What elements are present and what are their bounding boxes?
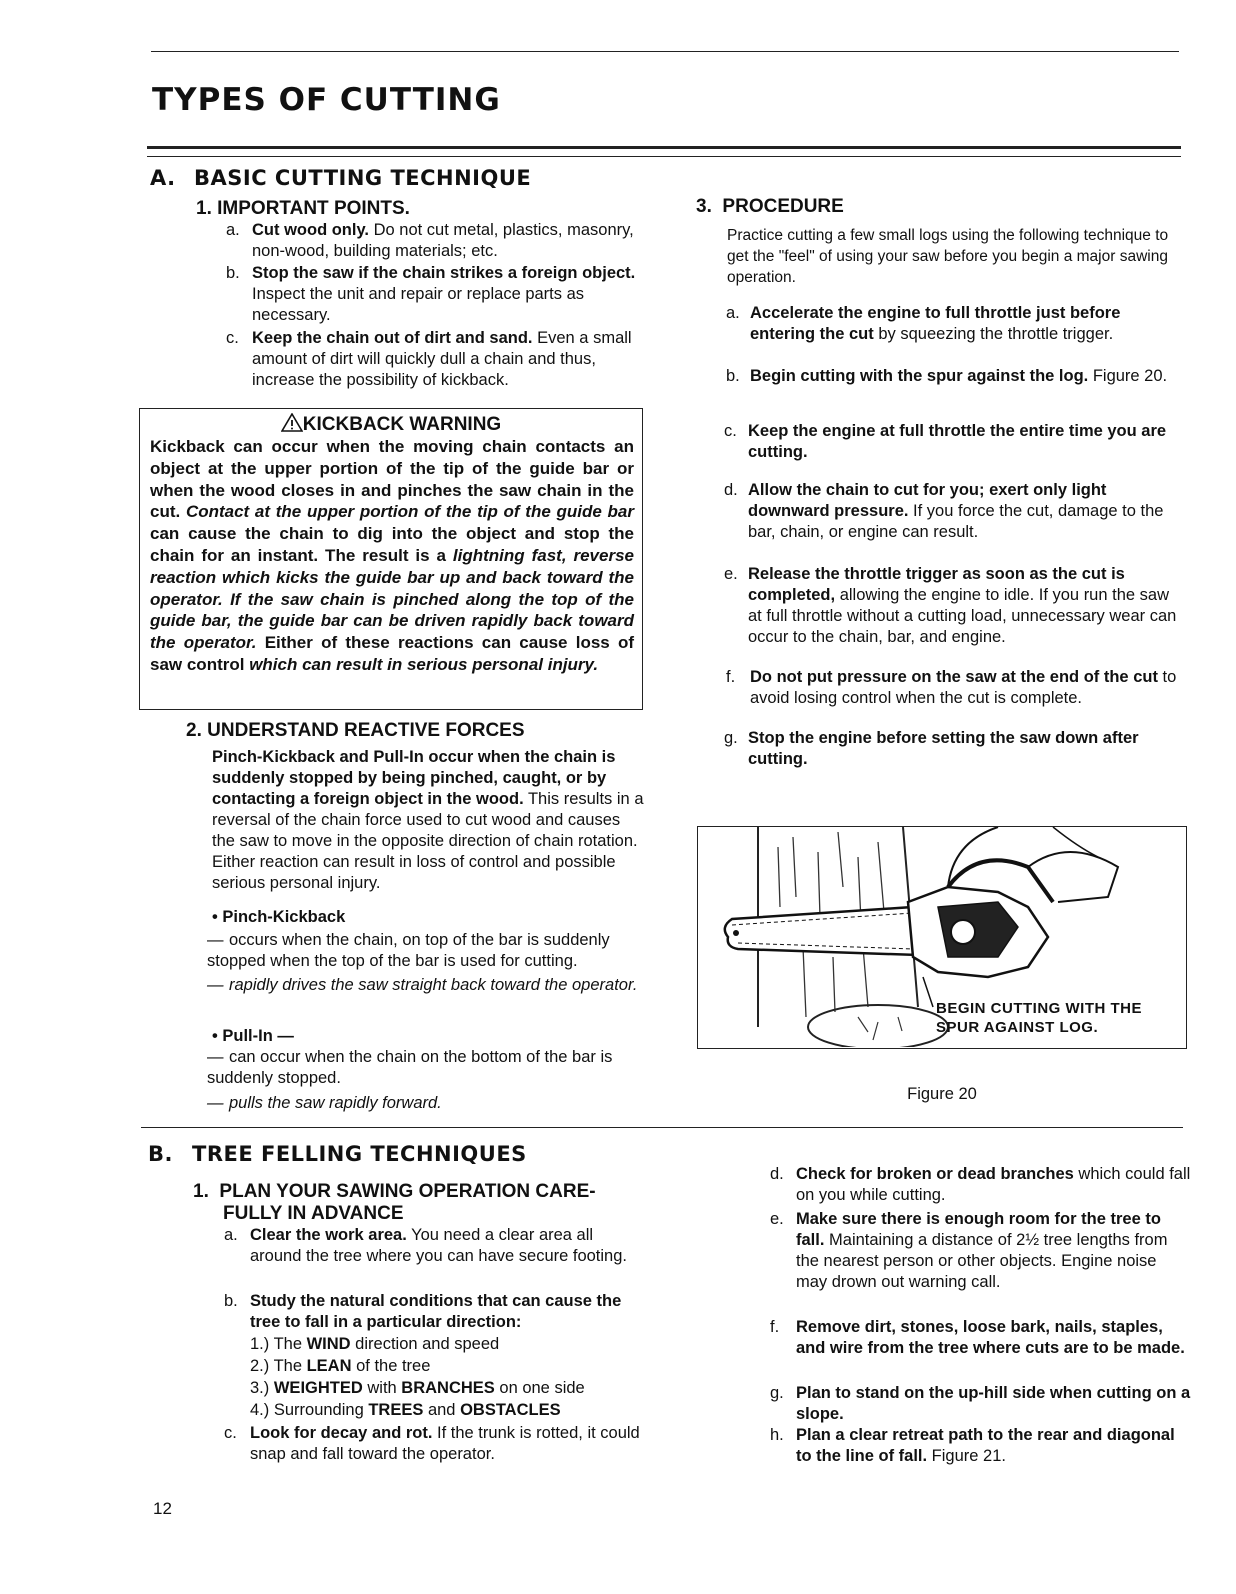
plan-item-a: [224, 1225, 646, 1267]
item-label: f.: [770, 1318, 780, 1336]
warning-text-2: Contact at the upper portion of the tip of the guide bar: [185, 502, 634, 522]
important-item-a: [226, 220, 646, 262]
sub-text: The: [273, 1335, 307, 1353]
important-points-num: 1.: [196, 198, 212, 219]
sub-bold: LEAN: [306, 1357, 352, 1375]
sub-text: with: [362, 1379, 402, 1397]
item-bold: Make sure there is enough room for the tree to fall.: [796, 1210, 1161, 1249]
plan-title-line1: PLAN YOUR SAWING OPERATION CARE-: [219, 1181, 596, 1202]
plan-num: 1.: [193, 1181, 209, 1202]
item-label: a.: [226, 221, 240, 239]
important-item-b: [226, 263, 646, 326]
item-bold: Allow the chain to cut for you; exert only light downward pressure.: [748, 481, 1107, 520]
plan-sawing-heading: [193, 1181, 596, 1225]
pinch-text-1: occurs when the chain, on top of the bar is suddenly stopped when the top of the bar is used for cutting.: [207, 931, 610, 970]
title-rule-thin: [147, 156, 1181, 157]
plan-sub-2: [250, 1356, 430, 1377]
item-label: b.: [726, 367, 740, 385]
reactive-forces-title: UNDERSTAND REACTIVE FORCES: [207, 720, 525, 741]
sub-num: 2.): [250, 1357, 270, 1375]
section-a-title: BASIC CUTTING TECHNIQUE: [194, 166, 532, 190]
important-item-c: [226, 328, 646, 391]
plan-sub-3: [250, 1378, 585, 1399]
procedure-intro-text: Practice cutting a few small logs using the following technique to get the "feel" of using your saw before you begin a major sawing operation.: [727, 227, 1169, 286]
sub-text: and: [423, 1401, 461, 1419]
pull-in-desc-1: — can occur when the chain on the bottom of the bar is suddenly stopped.: [207, 1048, 613, 1087]
procedure-title: PROCEDURE: [722, 196, 844, 217]
item-text: If the trunk is rotted, it could snap and fall toward the operator.: [250, 1424, 640, 1463]
pull-in-title: Pull-In —: [222, 1027, 294, 1045]
plan-sub-4: [250, 1400, 561, 1421]
reactive-forces-heading: [186, 720, 525, 742]
item-label: e.: [770, 1210, 784, 1228]
item-label: g.: [724, 729, 738, 747]
item-bold: Clear the work area.: [250, 1226, 407, 1244]
item-label: d.: [770, 1165, 784, 1183]
item-bold: Plan a clear retreat path to the rear and diagonal to the line of fall.: [796, 1426, 1175, 1465]
item-label: d.: [724, 481, 738, 499]
plan-item-c: [224, 1423, 646, 1465]
item-bold: Begin cutting with the spur against the log.: [750, 367, 1089, 385]
pull-in-desc-2: — pulls the saw rapidly forward.: [207, 1094, 442, 1112]
item-bold: Accelerate the engine to full throttle just before entering the cut: [750, 304, 1121, 343]
reactive-lead-bold: Pinch-Kickback and Pull-In occur when the chain is suddenly stopped by being pinched, caught, or by contacting a foreign object in the wood.: [212, 748, 616, 808]
sub-text: on one side: [494, 1379, 585, 1397]
item-label: c.: [226, 329, 239, 347]
item-text: allowing the engine to idle. If you run the saw at full throttle without a cutting load, unnecessary wear can occur to the chain, bar, and engine.: [748, 586, 1177, 646]
item-text: which could fall on you while cutting.: [796, 1165, 1191, 1204]
pinch-kickback-desc-1: — occurs when the chain, on top of the bar is suddenly stopped when the top of the bar is used for cutting.: [207, 931, 610, 970]
section-b-heading: [148, 1142, 527, 1166]
sub-num: 4.): [250, 1401, 270, 1419]
felling-item-d: [770, 1164, 1192, 1206]
procedure-item-c: [724, 421, 1184, 463]
item-label: g.: [770, 1384, 784, 1402]
item-label: c.: [724, 422, 737, 440]
procedure-item-d: [724, 480, 1184, 543]
sub-text: direction and speed: [350, 1335, 500, 1353]
item-bold: Stop the saw if the chain strikes a foreign object.: [252, 264, 636, 282]
sub-bold: WEIGHTED: [273, 1379, 363, 1397]
item-text: You need a clear area all around the tree where you can have secure footing.: [250, 1226, 627, 1265]
sub-bold: WIND: [306, 1335, 351, 1353]
pinch-kickback-heading: • Pinch-Kickback: [212, 908, 346, 926]
procedure-item-g: [724, 728, 1184, 770]
item-bold: Keep the engine at full throttle the entire time you are cutting.: [748, 422, 1167, 461]
sub-text: of the tree: [351, 1357, 431, 1375]
sub-bold: OBSTACLES: [460, 1401, 561, 1419]
sub-num: 1.): [250, 1335, 270, 1353]
warning-text-4: lightning fast, reverse reaction which kicks the guide bar up and back toward the operator. If the saw chain is pinched along the top of the guide bar, the guide bar can be driven rapidly back toward the operator.: [150, 545, 634, 653]
sub-text: The: [273, 1357, 307, 1375]
plan-sub-1: [250, 1334, 499, 1355]
sub-bold: TREES: [368, 1401, 424, 1419]
procedure-item-b: [726, 366, 1184, 387]
item-bold: Study the natural conditions that can cause the tree to fall in a particular direction:: [250, 1292, 622, 1331]
procedure-item-a: [726, 303, 1184, 345]
item-label: h.: [770, 1426, 784, 1444]
warning-text-1: Kickback can occur when the moving chain contacts an object at the upper portion of the tip of the guide bar or when the wood closes in and pinches the saw chain in the cut.: [150, 437, 634, 522]
item-bold: Do not put pressure on the saw at the end of the cut: [750, 668, 1158, 686]
warning-text-6: which can result in serious personal injury.: [249, 654, 599, 674]
item-text: to avoid losing control when the cut is complete.: [750, 668, 1177, 707]
pinch-kickback-title: Pinch-Kickback: [222, 908, 346, 926]
reactive-forces-num: 2.: [186, 720, 202, 741]
item-label: e.: [724, 565, 738, 583]
pull-text-1: can occur when the chain on the bottom of the bar is suddenly stopped.: [207, 1048, 613, 1087]
reactive-forces-lead: [212, 747, 646, 894]
kickback-warning-box: [139, 408, 643, 710]
item-label: b.: [226, 264, 240, 282]
item-label: a.: [726, 304, 740, 322]
section-a-letter: A.: [150, 166, 176, 190]
kickback-warning-text: [140, 436, 642, 676]
top-rule: [151, 51, 1179, 52]
item-bold: Stop the engine before setting the saw down after cutting.: [748, 729, 1139, 768]
warning-triangle-icon: [281, 413, 303, 432]
figure-20: [697, 826, 1187, 1049]
procedure-item-e: [724, 564, 1184, 648]
procedure-heading: [696, 196, 844, 218]
item-text: Inspect the unit and repair or replace parts as necessary.: [252, 285, 585, 324]
kickback-warning-title: [140, 413, 642, 436]
sub-text: Surrounding: [273, 1401, 369, 1419]
felling-item-e: [770, 1209, 1192, 1293]
item-bold: Remove dirt, stones, loose bark, nails, staples, and wire from the tree where cuts are to be made.: [796, 1318, 1185, 1357]
pull-text-2: pulls the saw rapidly forward.: [229, 1094, 442, 1112]
felling-item-f: [770, 1317, 1192, 1359]
item-bold: Plan to stand on the up-hill side when cutting on a slope.: [796, 1384, 1191, 1423]
item-text: Do not cut metal, plastics, masonry, non-wood, building materials; etc.: [252, 221, 634, 260]
item-bold: Check for broken or dead branches: [796, 1165, 1074, 1183]
plan-title-line2: FULLY IN ADVANCE: [223, 1203, 404, 1224]
figure-label-line1: BEGIN CUTTING WITH THE: [936, 1000, 1142, 1017]
section-b-letter: B.: [148, 1142, 173, 1166]
figure-20-caption: Figure 20: [907, 1085, 977, 1103]
procedure-num: 3.: [696, 196, 712, 217]
section-a-heading: [150, 166, 531, 190]
page-number: 12: [153, 1499, 172, 1518]
page-title: TYPES OF CUTTING: [152, 82, 501, 118]
item-text: Figure 21.: [927, 1447, 1006, 1465]
item-bold: Look for decay and rot.: [250, 1424, 433, 1442]
felling-item-g: [770, 1383, 1192, 1425]
item-text: Even a small amount of dirt will quickly dull a chain and thus, increase the possibility of kickback.: [252, 329, 632, 389]
warning-text-3: can cause the chain to dig into the object and stop the chain for an instant. The result is a: [150, 524, 634, 565]
pull-in-heading: • Pull-In —: [212, 1027, 294, 1045]
item-label: a.: [224, 1226, 238, 1244]
pinch-kickback-desc-2: — rapidly drives the saw straight back toward the operator.: [207, 976, 638, 994]
item-text: If you force the cut, damage to the bar, chain, or engine can result.: [748, 502, 1164, 541]
important-points-title: IMPORTANT POINTS.: [217, 198, 410, 219]
procedure-item-f: [726, 667, 1184, 709]
item-label: b.: [224, 1292, 238, 1310]
section-b-title: TREE FELLING TECHNIQUES: [192, 1142, 527, 1166]
item-text: Maintaining a distance of 2½ tree lengths from the nearest person or other objects. Engine noise may drown out warning call.: [796, 1231, 1168, 1291]
item-bold: Release the throttle trigger as soon as the cut is completed,: [748, 565, 1125, 604]
procedure-intro: [727, 225, 1182, 288]
kickback-warning-title-text: KICKBACK WARNING: [302, 414, 502, 435]
item-bold: Keep the chain out of dirt and sand.: [252, 329, 533, 347]
item-label: c.: [224, 1424, 237, 1442]
figure-label-line2: SPUR AGAINST LOG.: [936, 1019, 1099, 1036]
item-text: by squeezing the throttle trigger.: [873, 325, 1114, 343]
section-divider: [141, 1127, 1183, 1128]
pinch-text-2: rapidly drives the saw straight back toward the operator.: [229, 976, 638, 994]
figure-20-label: [936, 999, 1142, 1037]
item-label: f.: [726, 668, 736, 686]
important-points-heading: [196, 198, 410, 220]
item-bold: Cut wood only.: [252, 221, 370, 239]
warning-text-5: Either of these reactions can cause loss of saw control: [150, 633, 635, 674]
felling-item-h: [770, 1425, 1192, 1467]
sub-bold: BRANCHES: [401, 1379, 495, 1397]
title-rule-thick: [147, 146, 1181, 149]
reactive-lead-text: This results in a reversal of the chain force used to cut wood and causes the saw to move in the opposite direction of chain rotation. Either reaction can result in loss of control and possible serious personal injury.: [212, 790, 644, 892]
sub-num: 3.): [250, 1379, 270, 1397]
item-text: Figure 20.: [1088, 367, 1168, 385]
plan-item-b: [224, 1291, 646, 1333]
